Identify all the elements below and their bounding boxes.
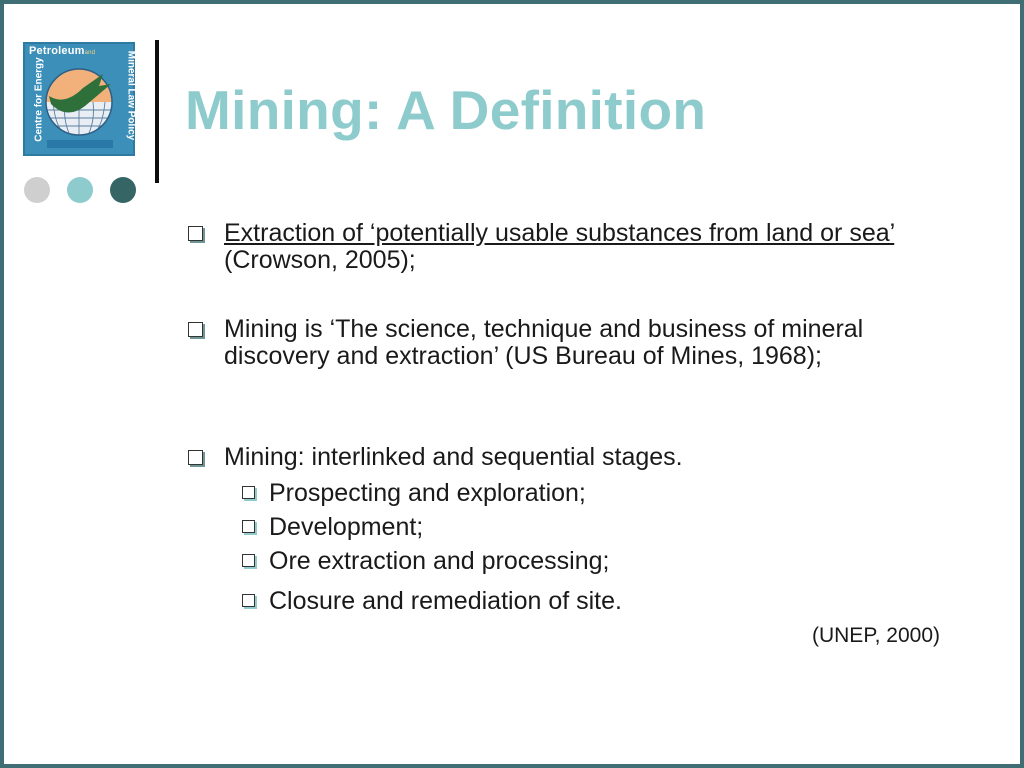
bullet-extraction-quote: Extraction of ‘potentially usable substances from land or sea’ xyxy=(224,219,895,247)
logo-left-text: Centre for Energy xyxy=(33,57,45,142)
checkbox-subbullet-icon xyxy=(242,554,255,567)
checkbox-bullet-icon xyxy=(188,322,203,337)
bullet-mining-definition: Mining is ‘The science, technique and business of mineral discovery and extraction’ (US Bureau of Mines, 1968); xyxy=(224,315,864,370)
slide-title: Mining: A Definition xyxy=(185,79,707,141)
decor-dot-light xyxy=(24,177,50,203)
bullet-extraction xyxy=(224,220,944,274)
subbullet-development: Development; xyxy=(269,513,424,541)
bullet-mining-stages: Mining: interlinked and sequential stages. xyxy=(224,443,683,471)
checkbox-bullet-icon xyxy=(188,226,203,241)
bullet-extraction-source: (Crowson, 2005); xyxy=(224,246,416,274)
checkbox-subbullet-icon xyxy=(242,594,255,607)
subbullet-ore-extraction: Ore extraction and processing; xyxy=(269,547,610,575)
checkbox-bullet-icon xyxy=(188,450,203,465)
logo-top-text: Petroleumand xyxy=(29,45,96,57)
decor-dot-dark xyxy=(110,177,136,203)
decor-dot-mid xyxy=(67,177,93,203)
logo-right-text: Mineral Law Policy xyxy=(125,50,137,141)
cepmlp-logo xyxy=(23,42,135,156)
checkbox-subbullet-icon xyxy=(242,486,255,499)
checkbox-subbullet-icon xyxy=(242,520,255,533)
title-divider xyxy=(155,40,159,183)
subbullet-prospecting: Prospecting and exploration; xyxy=(269,479,586,507)
subbullet-closure: Closure and remediation of site. xyxy=(269,587,622,615)
citation: (UNEP, 2000) xyxy=(811,624,940,647)
